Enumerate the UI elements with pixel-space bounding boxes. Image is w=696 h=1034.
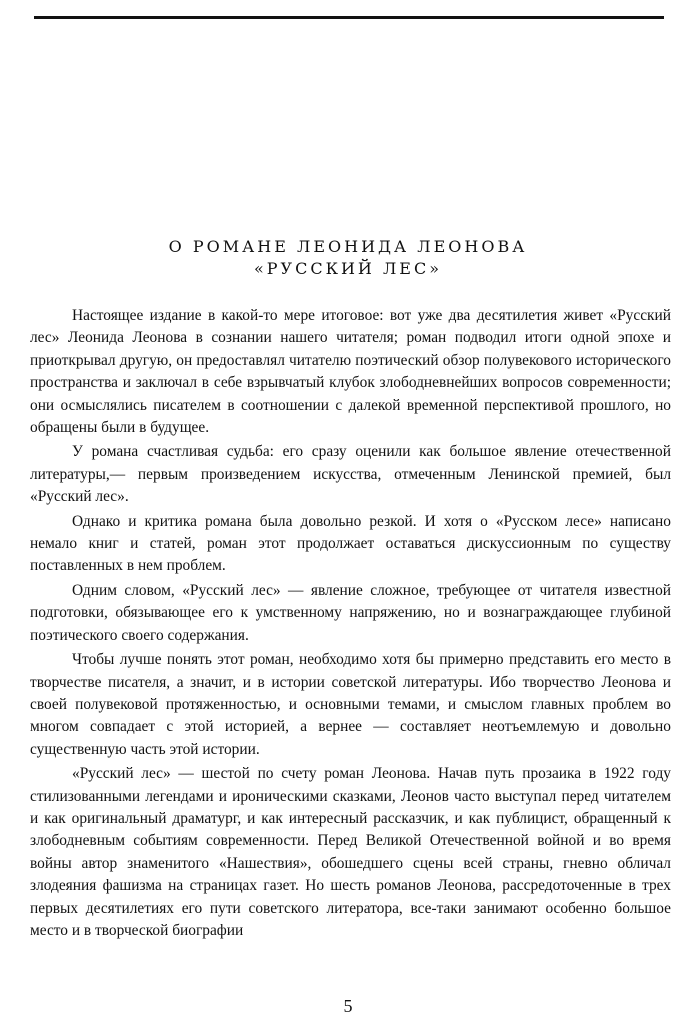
body-text (30, 305, 671, 944)
paragraph: Одним словом, «Русский лес» — явление сложное, требующее от читателя известной подготовки, обязывающее его к умственному напряжению, но и вознаграждающее глубиной поэтического своего содержания. (30, 581, 671, 644)
title-line-2: «РУССКИЙ ЛЕС» (253, 259, 443, 278)
paragraph: У романа счастливая судьба: его сразу оценили как большое явление отечественной литературы,— первым произведением искусства, отмеченным Ленинской премией, был «Русский лес». (30, 443, 671, 506)
paragraph: «Русский лес» — шестой по счету роман Леонова. Начав путь прозаика в 1922 году стилизованными легендами и ироническими сказками, Леонов часто выступал перед читателем и как оригинальный драматург, и как интересный рассказчик, и как публицист, обращенный к злободневным событиям современности. Перед Великой Отечественной войной и во время войны автор знаменитого «Нашествия», обошедшего сцены всей страны, гневно обличал злодеяния фашизма на страницах газет. Но шесть романов Леонова, рассредоточенные в трех первых десятилетиях его пути советского литератора, все-таки занимают особенно большое место и в творческой биографии (30, 765, 671, 939)
title-line-1: О РОМАНЕ ЛЕОНИДА ЛЕОНОВА (168, 237, 528, 256)
page-number: 5 (343, 996, 353, 1016)
paragraph: Настоящее издание в какой-то мере итоговое: вот уже два десятилетия живет «Русский лес» Леонида Леонова в сознании нашего читателя; роман подводил итоги одной эпохе и приоткрывал другую, он предоставлял читателю поэтический обзор полувекового исторического пространства и заключал в себе взрывчатый клубок злободневнейших вопросов современности; они осмыслялись писателем в соотношении с далекой временной перспективой прошлого, но обращены были в будущее. (30, 307, 671, 437)
chapter-title (0, 236, 696, 280)
paragraph: Однако и критика романа была довольно резкой. И хотя о «Русском лесе» написано немало книг и статей, роман этот продолжает оставаться дискуссионным по существу поставленных в нем проблем. (30, 512, 671, 575)
top-rule (34, 16, 664, 19)
paragraph: Чтобы лучше понять этот роман, необходимо хотя бы примерно представить его место в творчестве писателя, а значит, и в истории советской литературы. Ибо творчество Леонова и своей полувековой протяженностью, и основными темами, и смыслом главных проблем во многом совпадает с этой историей, а вернее — составляет неотъемлемую и довольно существенную часть этой истории. (30, 651, 671, 758)
